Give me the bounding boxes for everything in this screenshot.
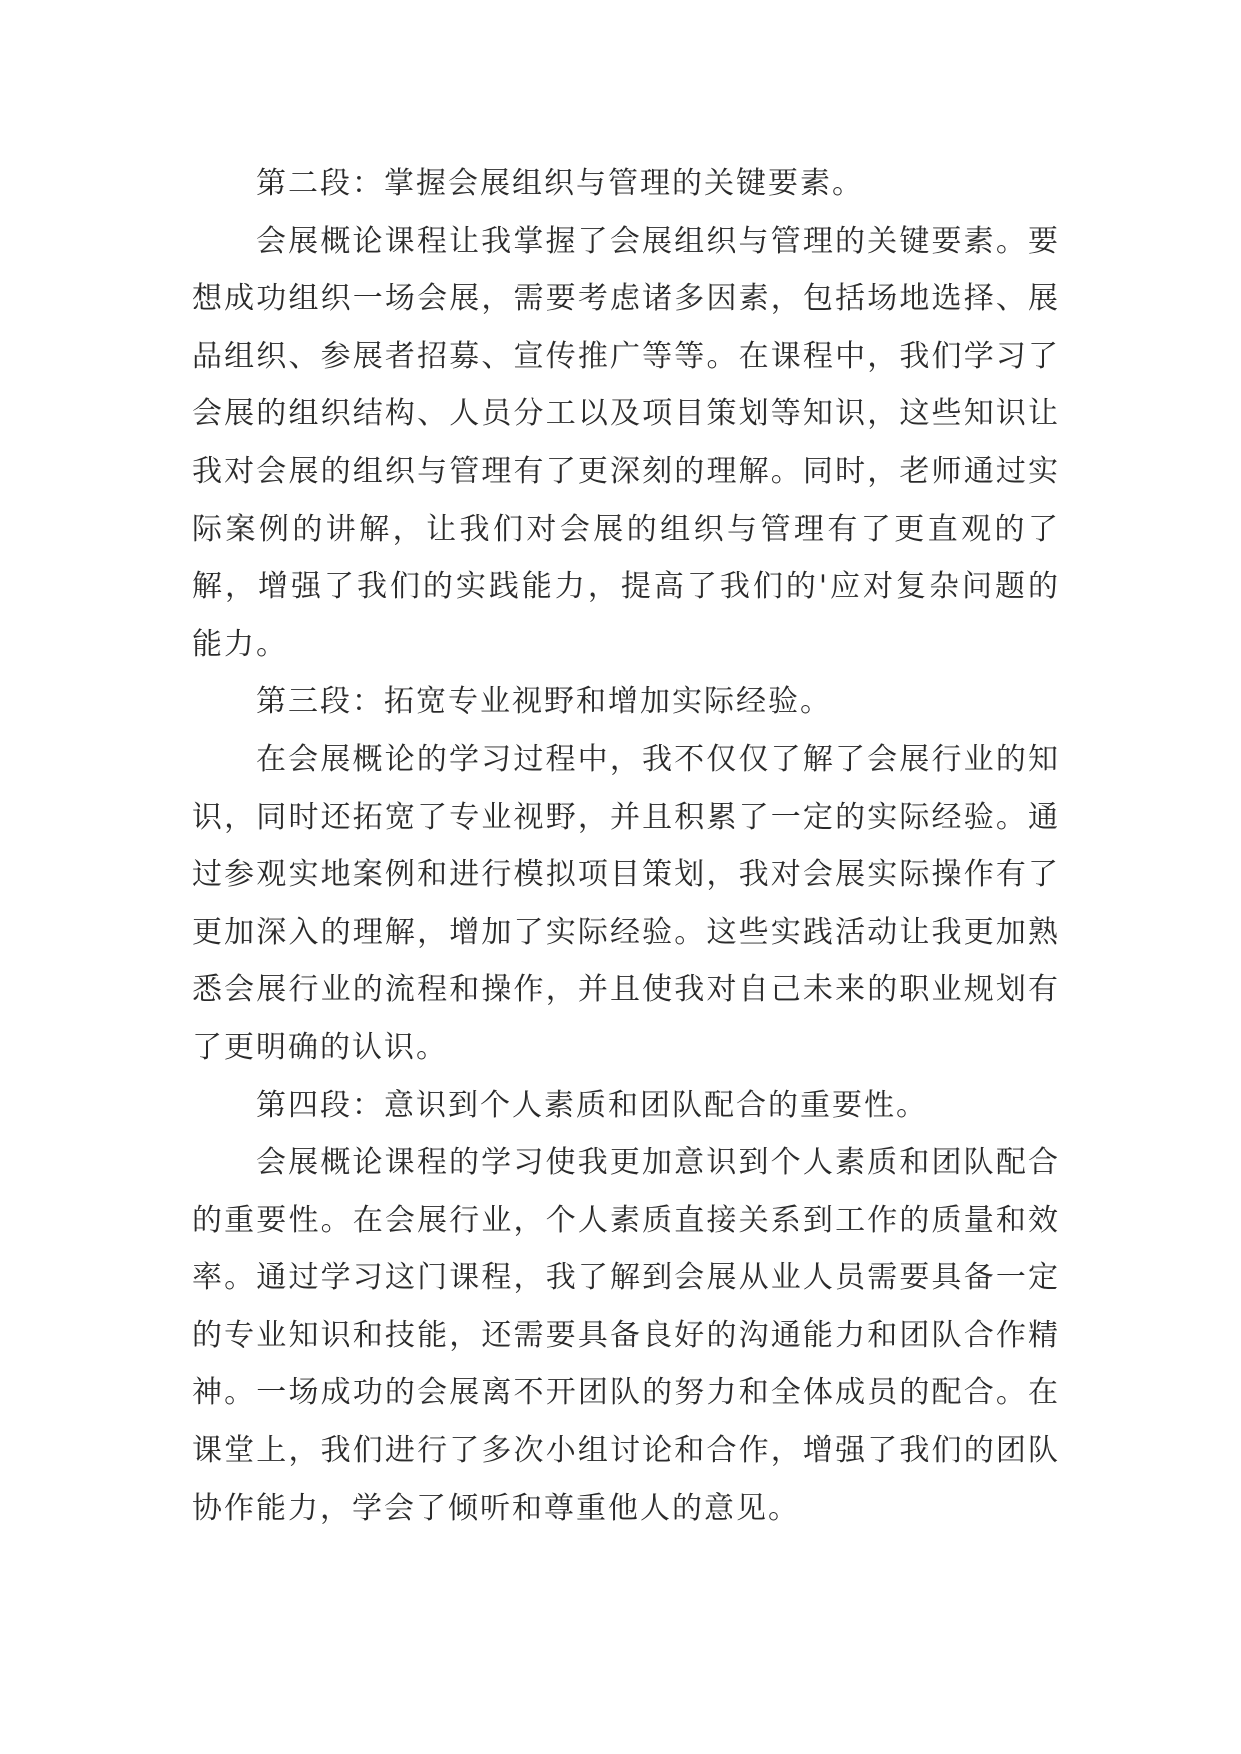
section-heading-2: 第二段：掌握会展组织与管理的关键要素。 (256, 166, 864, 201)
section-heading-4: 第四段：意识到个人素质和团队配合的重要性。 (256, 1087, 928, 1123)
document-body (192, 155, 1060, 1537)
section-paragraph-3: 在会展概论的学习过程中，我不仅仅了解了会展行业的知识，同时还拓宽了专业视野，并且积累了一定的实际经验。通过参观实地案例和进行模拟项目策划，我对会展实际操作有了更加深入的理解，增加了实际经验。这些实践活动让我更加熟悉会展行业的流程和操作，并且使我对自己未来的职业规划有了更明确的认识。 (192, 741, 1060, 1065)
section-paragraph-2: 会展概论课程让我掌握了会展组织与管理的关键要素。要想成功组织一场会展，需要考虑诸多因素，包括场地选择、展品组织、参展者招募、宣传推广等等。在课程中，我们学习了会展的组织结构、人员分工以及项目策划等知识，这些知识让我对会展的组织与管理有了更深刻的理解。同时，老师通过实际案例的讲解，让我们对会展的组织与管理有了更直观的了解，增强了我们的实践能力，提高了我们的'应对复杂问题的能力。 (192, 223, 1060, 662)
section-heading-3: 第三段：拓宽专业视野和增加实际经验。 (256, 684, 832, 720)
section-paragraph-4: 会展概论课程的学习使我更加意识到个人素质和团队配合的重要性。在会展行业，个人素质直接关系到工作的质量和效率。通过学习这门课程，我了解到会展从业人员需要具备一定的专业知识和技能，还需要具备良好的沟通能力和团队合作精神。一场成功的会展离不开团队的努力和全体成员的配合。在课堂上，我们进行了多次小组讨论和合作，增强了我们的团队协作能力，学会了倾听和尊重他人的意见。 (192, 1145, 1060, 1526)
